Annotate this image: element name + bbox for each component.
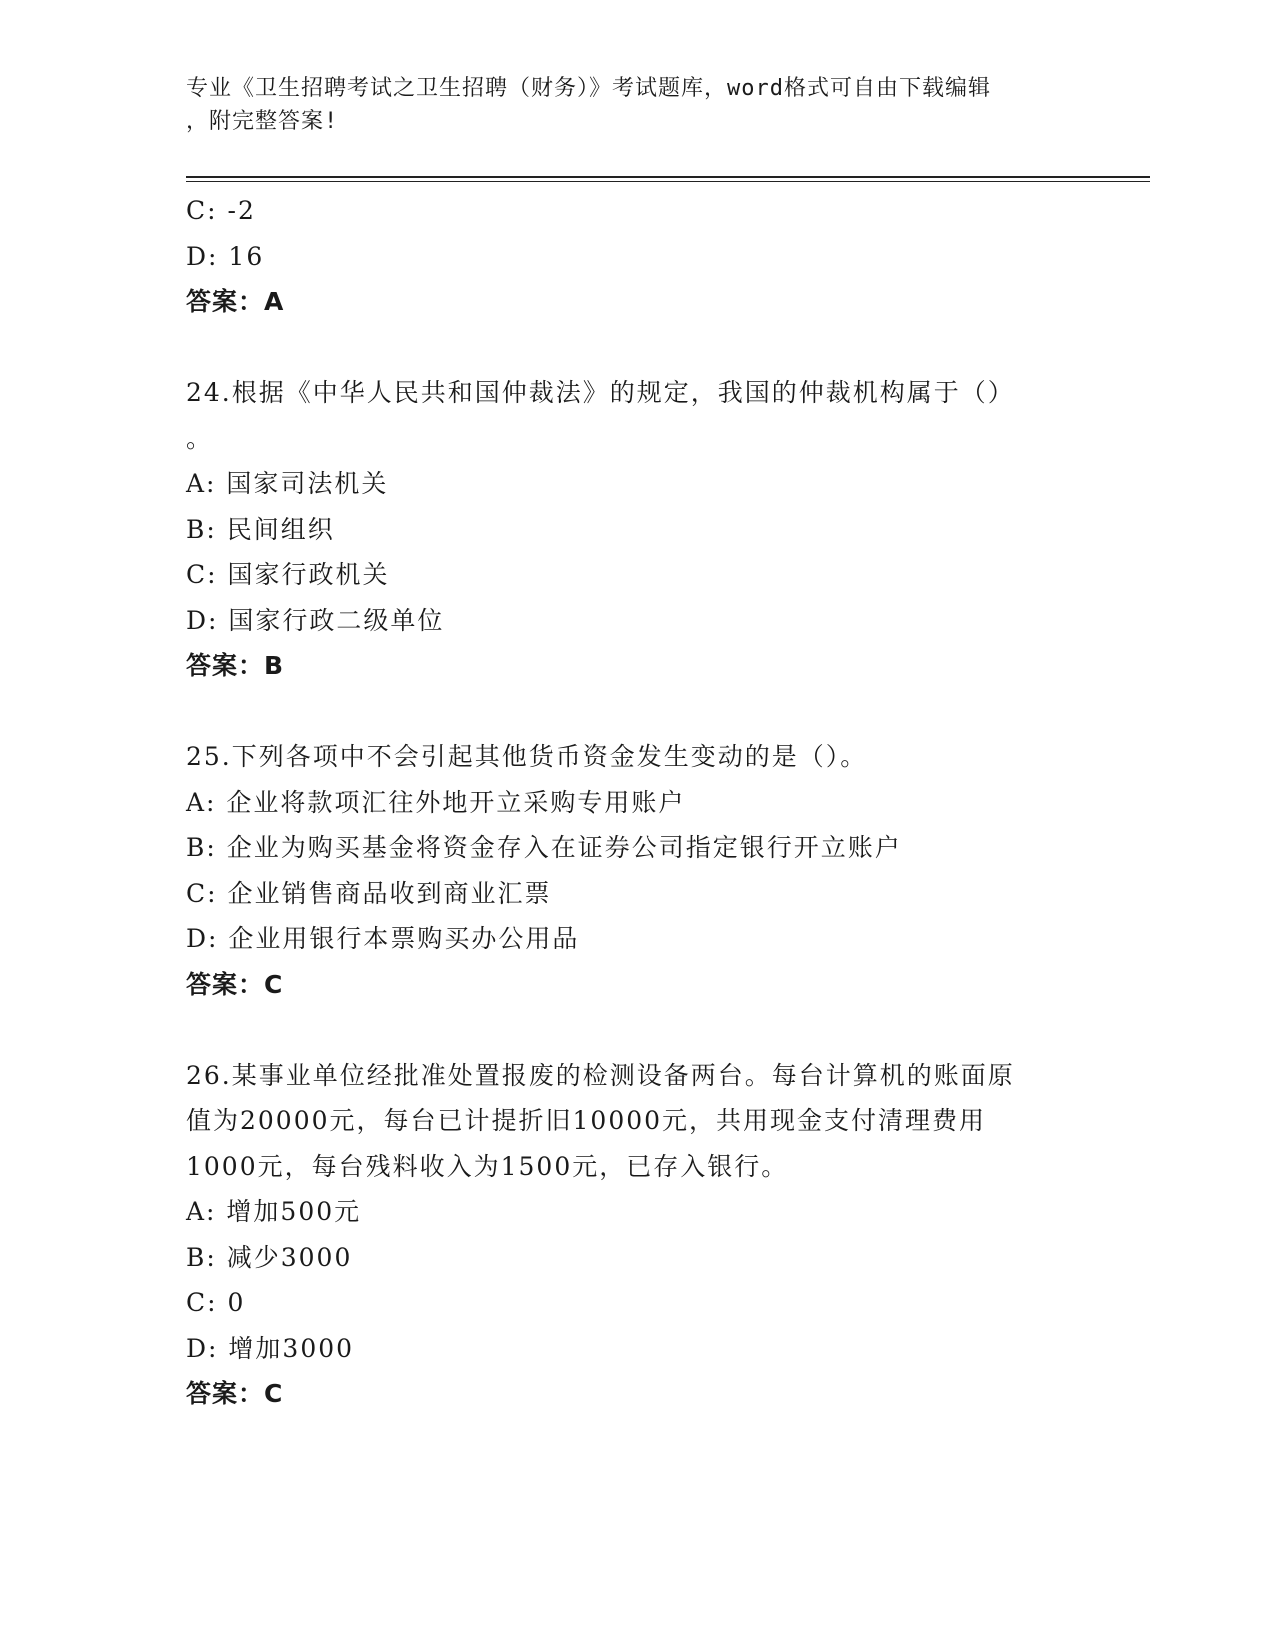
question-stem-continued: 1000元，每台残料收入为1500元，已存入银行。 (186, 1151, 789, 1181)
question-list (186, 188, 1086, 1417)
option-a: A: 增加500元 (186, 1197, 362, 1226)
question-stem-continued: 值为20000元，每台已计提折旧10000元，共用现金支付清理费用 (186, 1106, 987, 1135)
option-c: C: 企业销售商品收到商业汇票 (186, 878, 552, 908)
option-b: B: 企业为购买基金将资金存入在证券公司指定银行开立账户 (186, 833, 902, 862)
answer-line: 答案：C (186, 1379, 284, 1408)
question-26 (186, 1053, 1086, 1417)
answer-line: 答案：B (186, 651, 285, 680)
question-25 (186, 734, 1086, 1007)
spacer (186, 689, 1086, 735)
option-d: D: 增加3000 (186, 1333, 355, 1363)
spacer (186, 1007, 1086, 1053)
spacer (186, 325, 1086, 371)
answer-line: 答案：C (186, 969, 284, 999)
header-line-1: 专业《卫生招聘考试之卫生招聘（财务）》考试题库，word格式可自由下载编辑 (186, 76, 991, 101)
option-c: C: 国家行政机关 (186, 560, 390, 589)
option-d: D: 16 (186, 241, 265, 271)
header-divider-thick (186, 176, 1150, 178)
option-d: D: 国家行政二级单位 (186, 605, 445, 635)
header-line-2: ，附完整答案! (186, 109, 339, 134)
option-a: A: 国家司法机关 (186, 469, 389, 498)
option-b: B: 减少3000 (186, 1242, 353, 1272)
option-c: C: 0 (186, 1288, 246, 1317)
question-stem: 25.下列各项中不会引起其他货币资金发生变动的是（）。 (186, 742, 868, 771)
answer-line: 答案：A (186, 287, 285, 316)
option-a: A: 企业将款项汇往外地开立采购专用账户 (186, 787, 686, 817)
option-b: B: 民间组织 (186, 514, 335, 544)
header-divider-thin (186, 181, 1150, 182)
option-c: C: -2 (186, 196, 256, 225)
question-24 (186, 370, 1086, 689)
question-stem-continued: 。 (186, 423, 214, 453)
question-stem: 26.某事业单位经批准处置报废的检测设备两台。每台计算机的账面原 (186, 1060, 1015, 1090)
document-header (186, 72, 1086, 138)
question-stem: 24.根据《中华人民共和国仲裁法》的规定，我国的仲裁机构属于（） (186, 378, 1015, 407)
question-23-tail (186, 188, 1086, 325)
option-d: D: 企业用银行本票购买办公用品 (186, 924, 580, 953)
